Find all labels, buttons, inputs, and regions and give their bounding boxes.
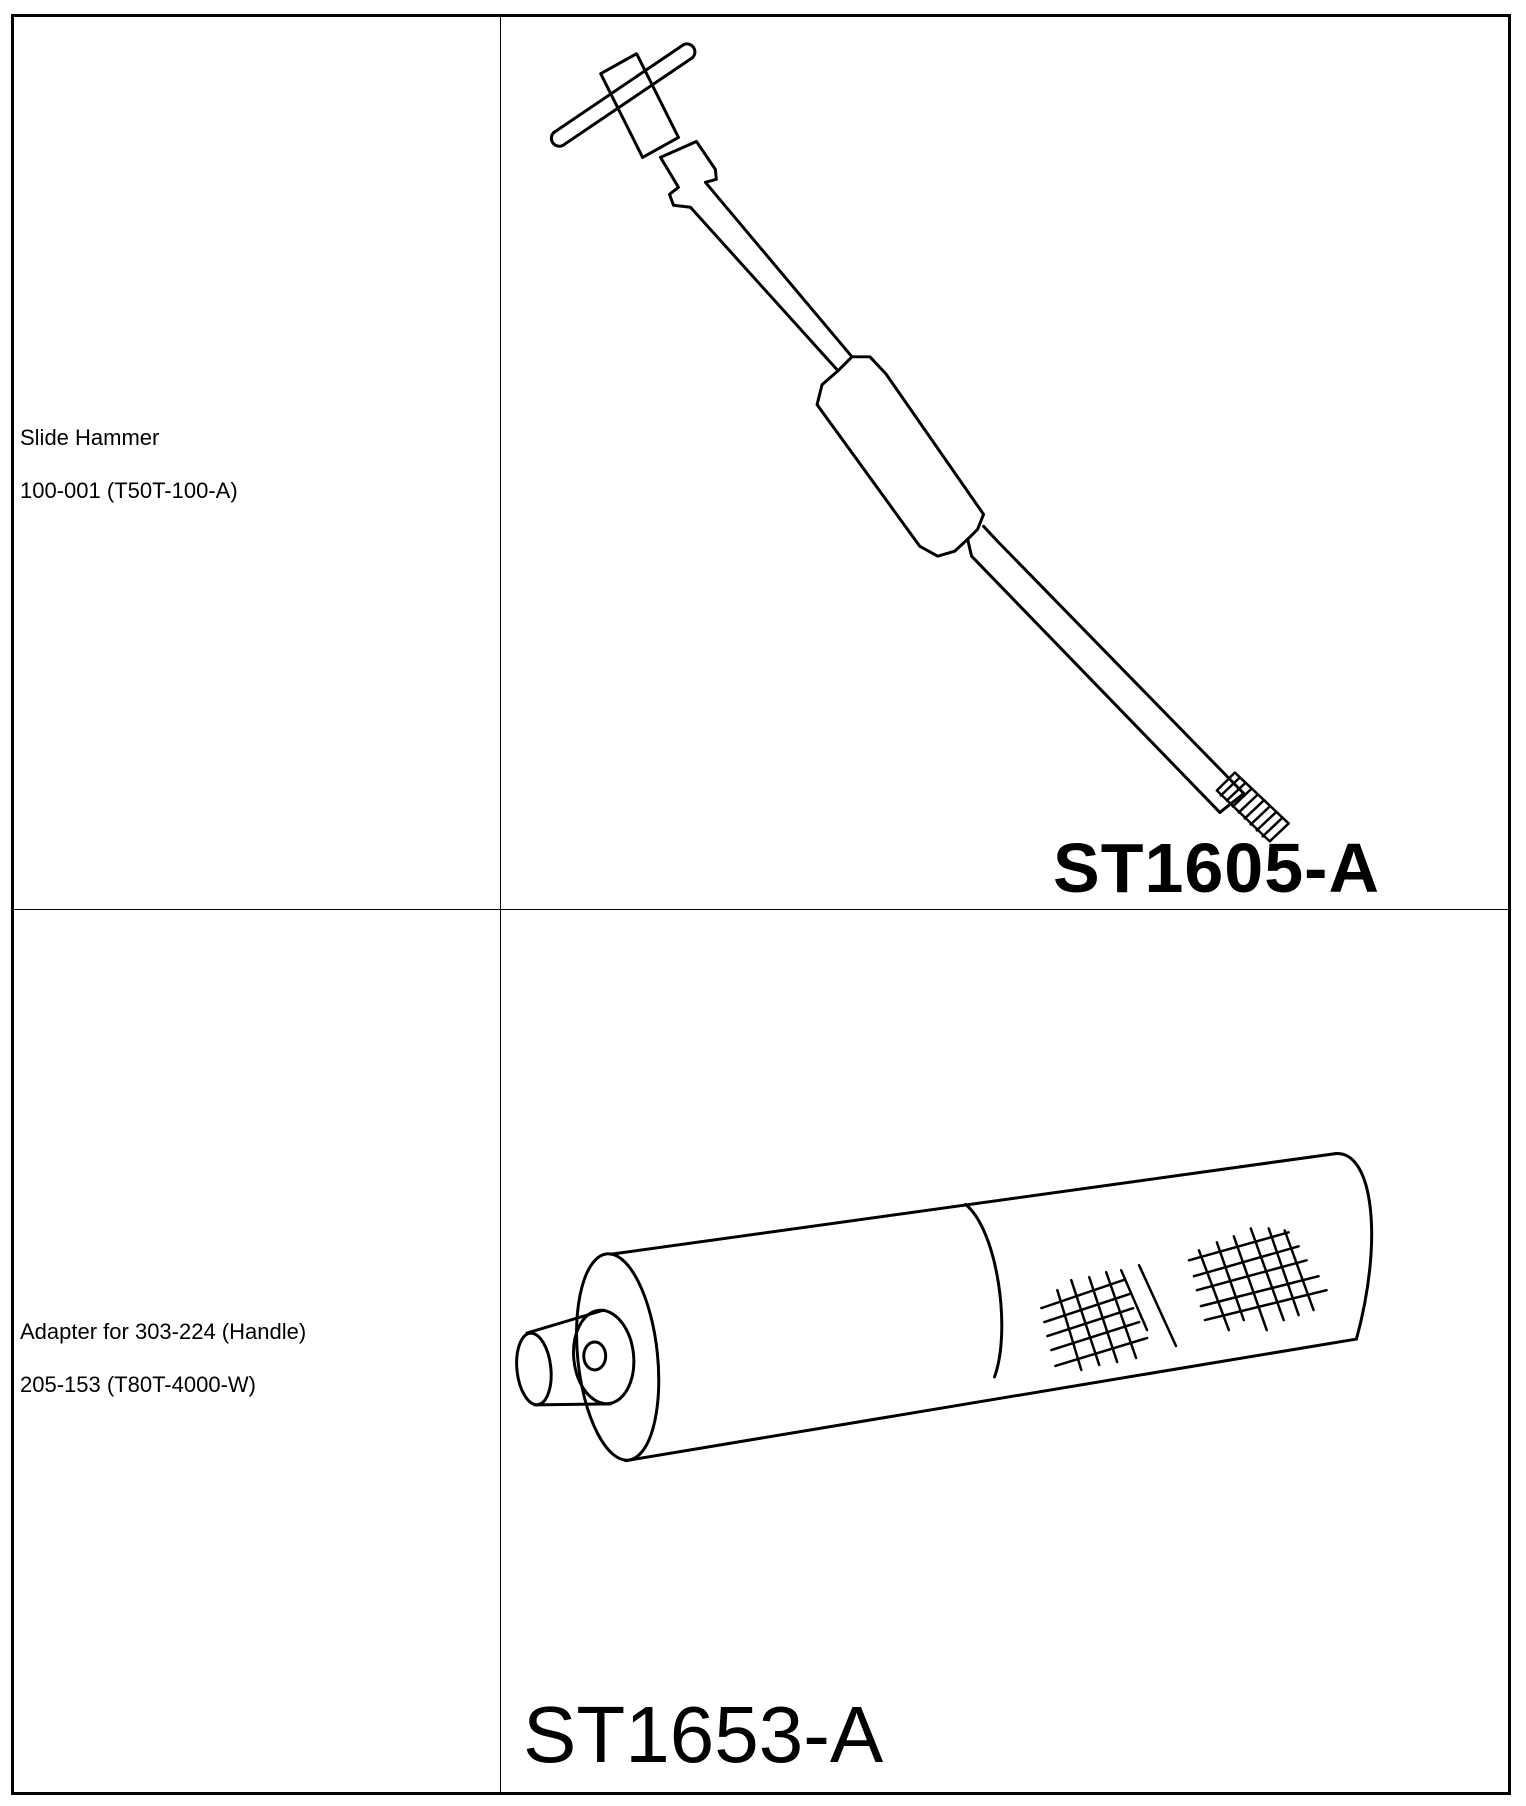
tool-name: Slide Hammer (20, 425, 160, 450)
tool-row-adapter (14, 910, 1508, 1795)
tool-number: 100-001 (T50T-100-A) (20, 478, 238, 503)
adapter-handle-illustration (501, 910, 1508, 1795)
slide-weight (817, 357, 984, 556)
tool-number: 205-153 (T80T-4000-W) (20, 1372, 256, 1397)
cylinder-band (966, 1204, 1002, 1376)
tool-description-cell (14, 910, 501, 1795)
upper-shaft (601, 54, 852, 371)
figure-label: ST1653-A (523, 1690, 884, 1779)
tool-figure-cell (501, 17, 1508, 909)
slide-hammer-illustration (501, 17, 1508, 909)
figure-label: ST1605-A (1053, 829, 1381, 907)
t-handle (551, 44, 695, 146)
tool-row-slide-hammer (14, 17, 1508, 910)
tool-figure-cell (501, 910, 1508, 1795)
lower-shaft (968, 526, 1244, 812)
special-tools-table (11, 14, 1511, 1795)
knurled-grip (1041, 1228, 1326, 1370)
tool-description-cell (14, 17, 501, 909)
tool-name: Adapter for 303-224 (Handle) (20, 1319, 307, 1344)
